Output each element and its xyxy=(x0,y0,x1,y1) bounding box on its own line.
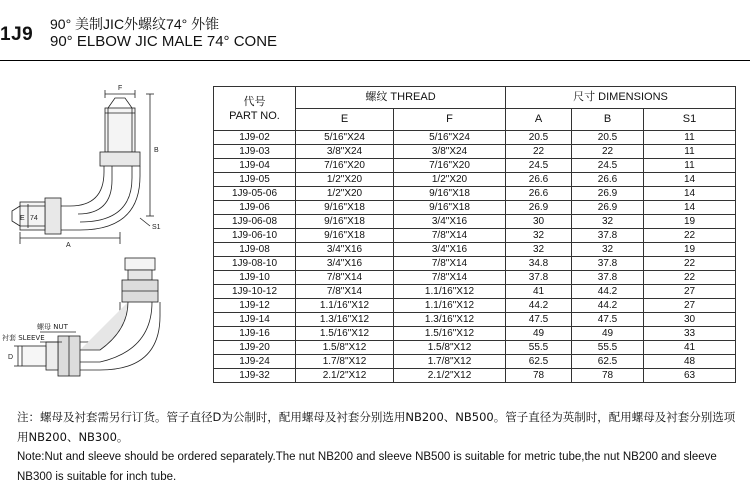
table-cell: 1J9-02 xyxy=(214,131,296,145)
table-cell: 9/16"X18 xyxy=(394,201,506,215)
table-cell: 22 xyxy=(572,145,644,159)
table-cell: 1J9-12 xyxy=(214,299,296,313)
table-row xyxy=(214,299,736,313)
table-cell: 11 xyxy=(644,145,736,159)
table-cell: 1.3/16"X12 xyxy=(394,313,506,327)
table-cell: 26.9 xyxy=(506,201,572,215)
table-cell: 20.5 xyxy=(572,131,644,145)
table-cell: 7/8"X14 xyxy=(394,229,506,243)
nut-label: 螺母 NUT xyxy=(37,323,68,331)
table-cell: 7/8"X14 xyxy=(394,271,506,285)
table-cell: 1J9-05 xyxy=(214,173,296,187)
table-row xyxy=(214,313,736,327)
table-cell: 26.9 xyxy=(572,187,644,201)
table-cell: 27 xyxy=(644,299,736,313)
table-cell: 62.5 xyxy=(572,355,644,369)
table-row xyxy=(214,285,736,299)
note-english: Note:Nut and sleeve should be ordered separately.The nut NB200 and sleeve NB500 is suitable for metric tube,the nut NB200 and sleeve NB300 is suitable for inch tube. xyxy=(17,451,717,483)
table-cell: 37.8 xyxy=(572,229,644,243)
table-cell: 1/2"X20 xyxy=(296,187,394,201)
header-divider xyxy=(0,60,750,61)
table-cell: 2.1/2"X12 xyxy=(296,369,394,383)
table-cell: 24.5 xyxy=(506,159,572,173)
table-cell: 47.5 xyxy=(572,313,644,327)
table-row xyxy=(214,145,736,159)
table-cell: 11 xyxy=(644,159,736,173)
table-row xyxy=(214,355,736,369)
table-cell: 1J9-08 xyxy=(214,243,296,257)
table-cell: 1/2"X20 xyxy=(296,173,394,187)
table-cell: 44.2 xyxy=(506,299,572,313)
table-cell: 1.5/16"X12 xyxy=(394,327,506,341)
table-cell: 32 xyxy=(572,215,644,229)
table-cell: 41 xyxy=(644,341,736,355)
table-cell: 44.2 xyxy=(572,299,644,313)
col-header-A: A xyxy=(506,109,572,131)
table-cell: 49 xyxy=(506,327,572,341)
dim-label-74: 74 xyxy=(30,215,38,222)
table-cell: 63 xyxy=(644,369,736,383)
part-series-code: 1J9 xyxy=(0,24,34,45)
table-cell: 22 xyxy=(644,271,736,285)
table-cell: 3/4"X16 xyxy=(296,243,394,257)
table-cell: 24.5 xyxy=(572,159,644,173)
table-cell: 30 xyxy=(644,313,736,327)
table-cell: 1J9-16 xyxy=(214,327,296,341)
table-cell: 14 xyxy=(644,173,736,187)
header-part-cn: 代号 xyxy=(243,95,266,108)
col-header-B: B xyxy=(572,109,644,131)
table-cell: 14 xyxy=(644,201,736,215)
table-cell: 1/2"X20 xyxy=(394,173,506,187)
table-cell: 1J9-14 xyxy=(214,313,296,327)
table-cell: 62.5 xyxy=(506,355,572,369)
table-cell: 3/4"X16 xyxy=(296,257,394,271)
table-cell: 1.7/8"X12 xyxy=(296,355,394,369)
table-cell: 1.1/16"X12 xyxy=(394,299,506,313)
title-chinese: 90° 美制JIC外螺纹74° 外锥 xyxy=(50,16,220,32)
table-cell: 3/8"X24 xyxy=(394,145,506,159)
table-cell: 1J9-10 xyxy=(214,271,296,285)
table-cell: 47.5 xyxy=(506,313,572,327)
table-body xyxy=(214,131,736,383)
table-cell: 22 xyxy=(506,145,572,159)
table-cell: 5/16"X24 xyxy=(394,131,506,145)
table-cell: 1.5/16"X12 xyxy=(296,327,394,341)
table-cell: 1.1/16"X12 xyxy=(394,285,506,299)
table-cell: 26.6 xyxy=(572,173,644,187)
table-cell: 22 xyxy=(644,257,736,271)
table-cell: 48 xyxy=(644,355,736,369)
table-cell: 3/4"X16 xyxy=(394,215,506,229)
table-cell: 33 xyxy=(644,327,736,341)
table-row xyxy=(214,187,736,201)
table-cell: 1J9-10-12 xyxy=(214,285,296,299)
table-cell: 37.8 xyxy=(572,257,644,271)
table-cell: 34.8 xyxy=(506,257,572,271)
table-cell: 1.5/8"X12 xyxy=(394,341,506,355)
table-cell: 7/16"X20 xyxy=(296,159,394,173)
table-row xyxy=(214,201,736,215)
table-row xyxy=(214,173,736,187)
tube-diameter-label: D xyxy=(8,354,14,361)
table-cell: 26.6 xyxy=(506,173,572,187)
title-english: 90° ELBOW JIC MALE 74° CONE xyxy=(50,33,278,50)
table-cell: 19 xyxy=(644,215,736,229)
note-chinese: 注：螺母及衬套需另行订货。管子直径D为公制时，配用螺母及衬套分别选用NB200、NB500。管子直径为英制时，配用螺母及衬套分别选项用NB200、NB300。 xyxy=(17,410,736,444)
table-cell: 1.5/8"X12 xyxy=(296,341,394,355)
table-cell: 26.9 xyxy=(572,201,644,215)
table-row xyxy=(214,243,736,257)
table-row xyxy=(214,215,736,229)
table-cell: 3/8"X24 xyxy=(296,145,394,159)
table-cell: 7/8"X14 xyxy=(296,285,394,299)
table-cell: 7/8"X14 xyxy=(296,271,394,285)
table-cell: 1J9-06 xyxy=(214,201,296,215)
table-cell: 1J9-06-10 xyxy=(214,229,296,243)
sleeve-label: 衬套 SLEEVE xyxy=(2,334,45,342)
header-part-en: PART NO. xyxy=(229,109,280,122)
table-cell: 1J9-08-10 xyxy=(214,257,296,271)
table-row xyxy=(214,369,736,383)
table-cell: 78 xyxy=(572,369,644,383)
table-cell: 30 xyxy=(506,215,572,229)
table-cell: 78 xyxy=(506,369,572,383)
table-cell: 1.7/8"X12 xyxy=(394,355,506,369)
table-cell: 11 xyxy=(644,131,736,145)
table-cell: 37.8 xyxy=(572,271,644,285)
table-cell: 1J9-32 xyxy=(214,369,296,383)
table-cell: 1J9-03 xyxy=(214,145,296,159)
col-header-F: F xyxy=(394,109,506,131)
table-row xyxy=(214,229,736,243)
table-cell: 20.5 xyxy=(506,131,572,145)
table-cell: 9/16"X18 xyxy=(296,201,394,215)
table-cell: 14 xyxy=(644,187,736,201)
dim-label-A: A xyxy=(66,242,71,249)
table-cell: 32 xyxy=(506,243,572,257)
table-cell: 44.2 xyxy=(572,285,644,299)
dim-label-E: E xyxy=(20,215,25,222)
table-cell: 5/16"X24 xyxy=(296,131,394,145)
dimensions-table xyxy=(213,86,736,383)
table-row xyxy=(214,257,736,271)
table-cell: 26.6 xyxy=(506,187,572,201)
header-thread: 螺纹 THREAD xyxy=(296,87,506,109)
table-cell: 37.8 xyxy=(506,271,572,285)
table-cell: 3/4"X16 xyxy=(394,243,506,257)
table-cell: 1J9-06-08 xyxy=(214,215,296,229)
table-cell: 32 xyxy=(506,229,572,243)
table-cell: 22 xyxy=(644,229,736,243)
table-cell: 2.1/2"X12 xyxy=(394,369,506,383)
dim-label-F: F xyxy=(118,85,123,92)
table-cell: 32 xyxy=(572,243,644,257)
table-cell: 55.5 xyxy=(572,341,644,355)
table-row xyxy=(214,341,736,355)
col-header-S1: S1 xyxy=(644,109,736,131)
header-dimensions: 尺寸 DIMENSIONS xyxy=(506,87,736,109)
col-header-E: E xyxy=(296,109,394,131)
header-part-no xyxy=(214,87,296,131)
table-cell: 1J9-05-06 xyxy=(214,187,296,201)
table-cell: 1J9-24 xyxy=(214,355,296,369)
table-cell: 41 xyxy=(506,285,572,299)
table-cell: 9/16"X18 xyxy=(296,215,394,229)
table-cell: 49 xyxy=(572,327,644,341)
table-cell: 27 xyxy=(644,285,736,299)
table-row xyxy=(214,327,736,341)
dim-label-S1: S1 xyxy=(152,224,161,231)
dim-label-B: B xyxy=(154,147,159,154)
table-cell: 19 xyxy=(644,243,736,257)
fitting-drawing xyxy=(0,80,205,400)
table-cell: 9/16"X18 xyxy=(296,229,394,243)
table-cell: 1.1/16"X12 xyxy=(296,299,394,313)
table-row xyxy=(214,271,736,285)
table-cell: 1.3/16"X12 xyxy=(296,313,394,327)
table-cell: 7/8"X14 xyxy=(394,257,506,271)
table-cell: 1J9-20 xyxy=(214,341,296,355)
table-cell: 55.5 xyxy=(506,341,572,355)
table-cell: 7/16"X20 xyxy=(394,159,506,173)
table-cell: 9/16"X18 xyxy=(394,187,506,201)
table-cell: 1J9-04 xyxy=(214,159,296,173)
table-row xyxy=(214,159,736,173)
notes xyxy=(17,407,745,487)
table-row xyxy=(214,131,736,145)
